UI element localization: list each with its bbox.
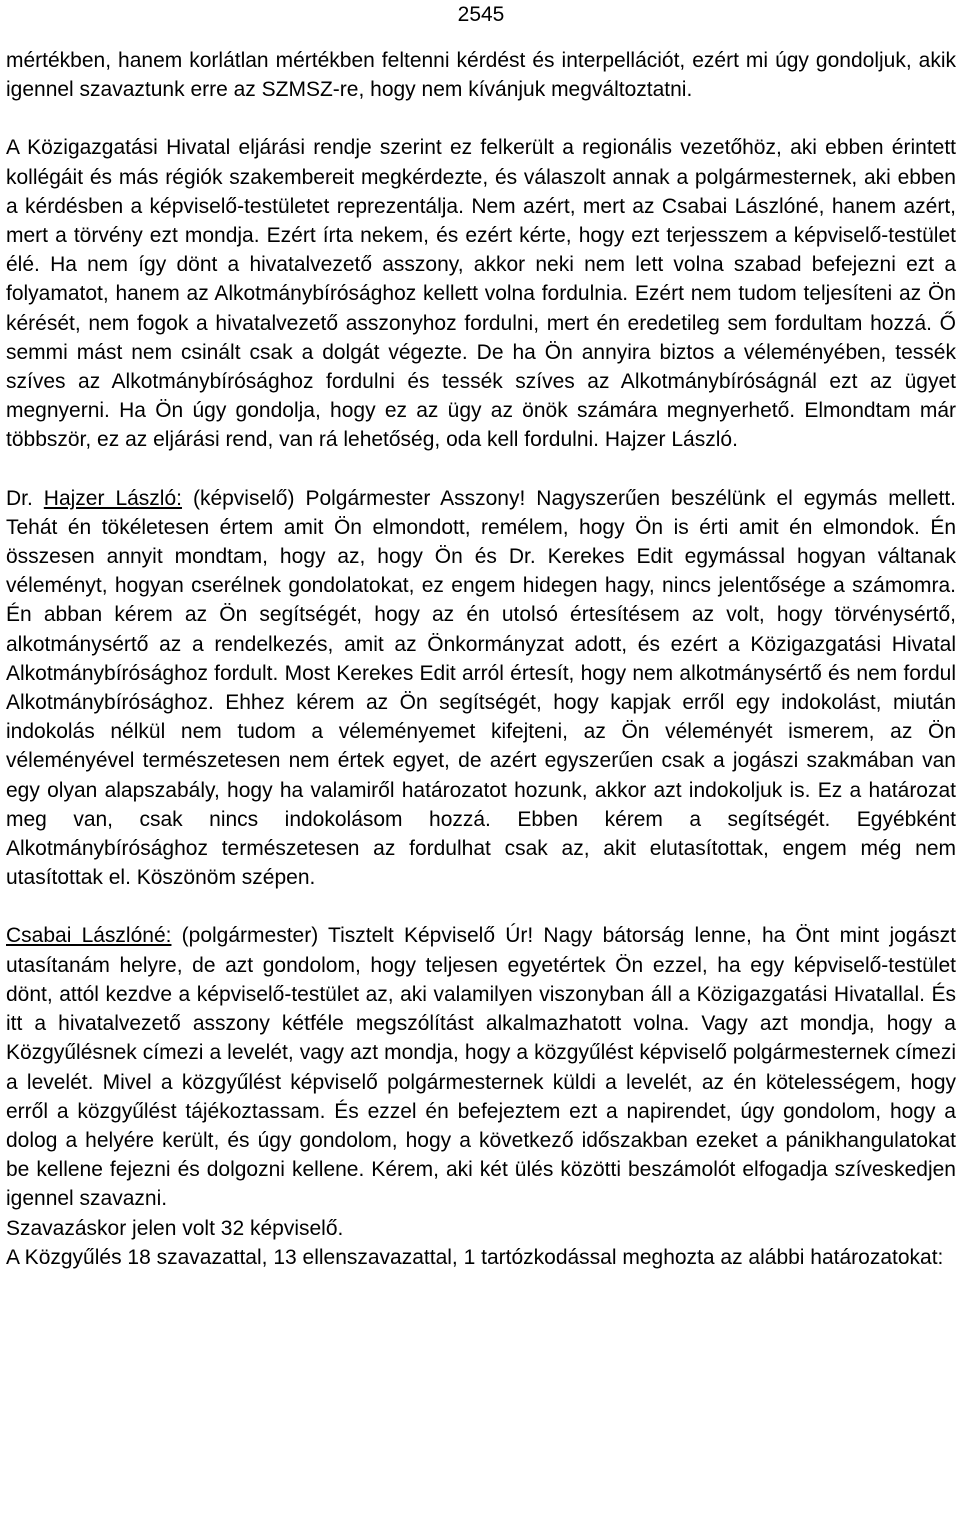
speaker-name-hajzer: Hajzer László: <box>43 486 182 510</box>
speech-text-csabai: (polgármester) Tisztelt Képviselő Úr! Nagy bátorság lenne, ha Önt mint jogászt utasítanám helyre, de azt gondolom, hogy teljesen egyetértek Ön ezzel, ha egy képviselő-testület dönt, attól kezdve a képviselő-testület az, aki valamilyen viszonyban áll a Közigazgatási Hivatallal. És itt a hivatalvezető asszony kétféle megszólítást alkalmazhatott volna. Vagy azt mondja, hogy a Közgyűlésnek címezi a levelét, vagy azt mondja, hogy a közgyűlést képviselő polgármesternek címezi a levelét. Mivel a közgyűlést képviselő polgármesternek küldi a levelét, az én kötelességem, hogy erről a közgyűlést tájékoztassam. És ezzel én befejeztem ezt a napirendet, úgy gondolom, hogy a dolog a helyére került, és úgy gondolom, hogy a következő időszakban ezeket a pánikhangulatokat be kellene fejezni és dolgozni kellene. Kérem, aki két ülés közötti beszámolót elfogadja szíveskedjen igennel szavazni. <box>6 924 956 1211</box>
paragraph-csabai-speech <box>6 921 956 1213</box>
speaker-name-csabai: Csabai Lászlóné: <box>6 924 172 948</box>
paragraph-mayor-statement: A Közigazgatási Hivatal eljárási rendje szerint ez felkerült a regionális vezetőhöz, aki ebben érintett kollégáit és más régiók szakembereit megkérdezte, és válaszolt annak a polgármesternek, aki ebben a kérdésben a képviselő-testületet reprezentálja. Nem azért, mert az Csabai Lászlóné, hanem azért, mert a törvény ezt mondja. Ezért írta nekem, és ezért kérte, hogy ezt terjesszem a képviselő-testület élé. Ha nem így dönt a hivatalvezető asszony, akkor neki nem lett volna szabad befejezni ezt a folyamatot, hanem az Alkotmánybírósághoz kellett volna fordulnia. Ezért nem tudom teljesíteni az Ön kérését, nem fogok a hivatalvezető asszonyhoz fordulni, mert én eredetileg sem fordultam hozzá. Ő semmi mást nem csinált csak a dolgát végezte. De ha Ön annyira biztos a véleményében, tessék szíves az Alkotmánybírósághoz fordulni és tessék szíves az Alkotmánybíróságnál ezt az ügyet megnyerni. Ha Ön úgy gondolja, hogy ez az ügy az önök számára megnyerhető. Elmondtam már többször, ez az eljárási rend, van rá lehetőség, oda kell fordulni. Hajzer László. <box>6 136 956 452</box>
paragraph-continuation: mértékben, hanem korlátlan mértékben feltenni kérdést és interpellációt, ezért mi úgy gondoljuk, akik igennel szavaztunk erre az SZMSZ-re, hogy nem kívánjuk megváltoztatni. <box>6 49 956 102</box>
page-number: 2545 <box>457 3 505 26</box>
paragraph-attendance: Szavazáskor jelen volt 32 képviselő. <box>6 1216 344 1240</box>
speaker-title: Dr. <box>6 486 44 510</box>
document-page <box>6 0 956 1272</box>
paragraph-hajzer-speech <box>6 484 956 893</box>
paragraph-vote-result: A Közgyűlés 18 szavazattal, 13 ellenszavazattal, 1 tartózkodással meghozta az alábbi határozatokat: <box>6 1245 944 1269</box>
speech-text-hajzer: (képviselő) Polgármester Asszony! Nagyszerűen beszélünk el egymás mellett. Tehát én tökéletesen értem amit Ön elmondott, remélem, hogy Ön is érti amit én elmondok. Én összesen annyit mondtam, hogy az, hogy Ön és Dr. Kerekes Edit egymással hogyan váltanak véleményt, hogyan cserélnek gondolatokat, ez engem hidegen hagy, nincs jelentősége a számomra. Én abban kérem az Ön segítségét, hogy az én utolsó értesítésem az volt, hogy törvénysértő, alkotmánysértő az a rendelkezés, amit az Önkormányzat adott, és ezért a Közigazgatási Hivatal Alkotmánybírósághoz fordult. Most Kerekes Edit arról értesít, hogy nem alkotmánysértő és nem fordul Alkotmánybírósághoz. Ehhez kérem az Ön segítségét, hogy kapjak erről egy indokolást, miután indokolás nélkül nem tudom a véleményemet kifejteni, az Ön véleményét ismerem, az Ön véleményével természetesen nem értek egyet, de azért egyszerűen csak a jogászi szakmában van egy olyan alapszabály, hogy ha valamiről határozatot hozunk, akkor azt indokoljuk is. Ez a határozat meg van, csak nincs indokolásom hozzá. Ebben kérem a segítségét. Egyébként Alkotmánybírósághoz természetesen az fordulhat csak az, akit elutasítottak, engem még nem utasítottak el. Köszönöm szépen. <box>6 486 956 890</box>
